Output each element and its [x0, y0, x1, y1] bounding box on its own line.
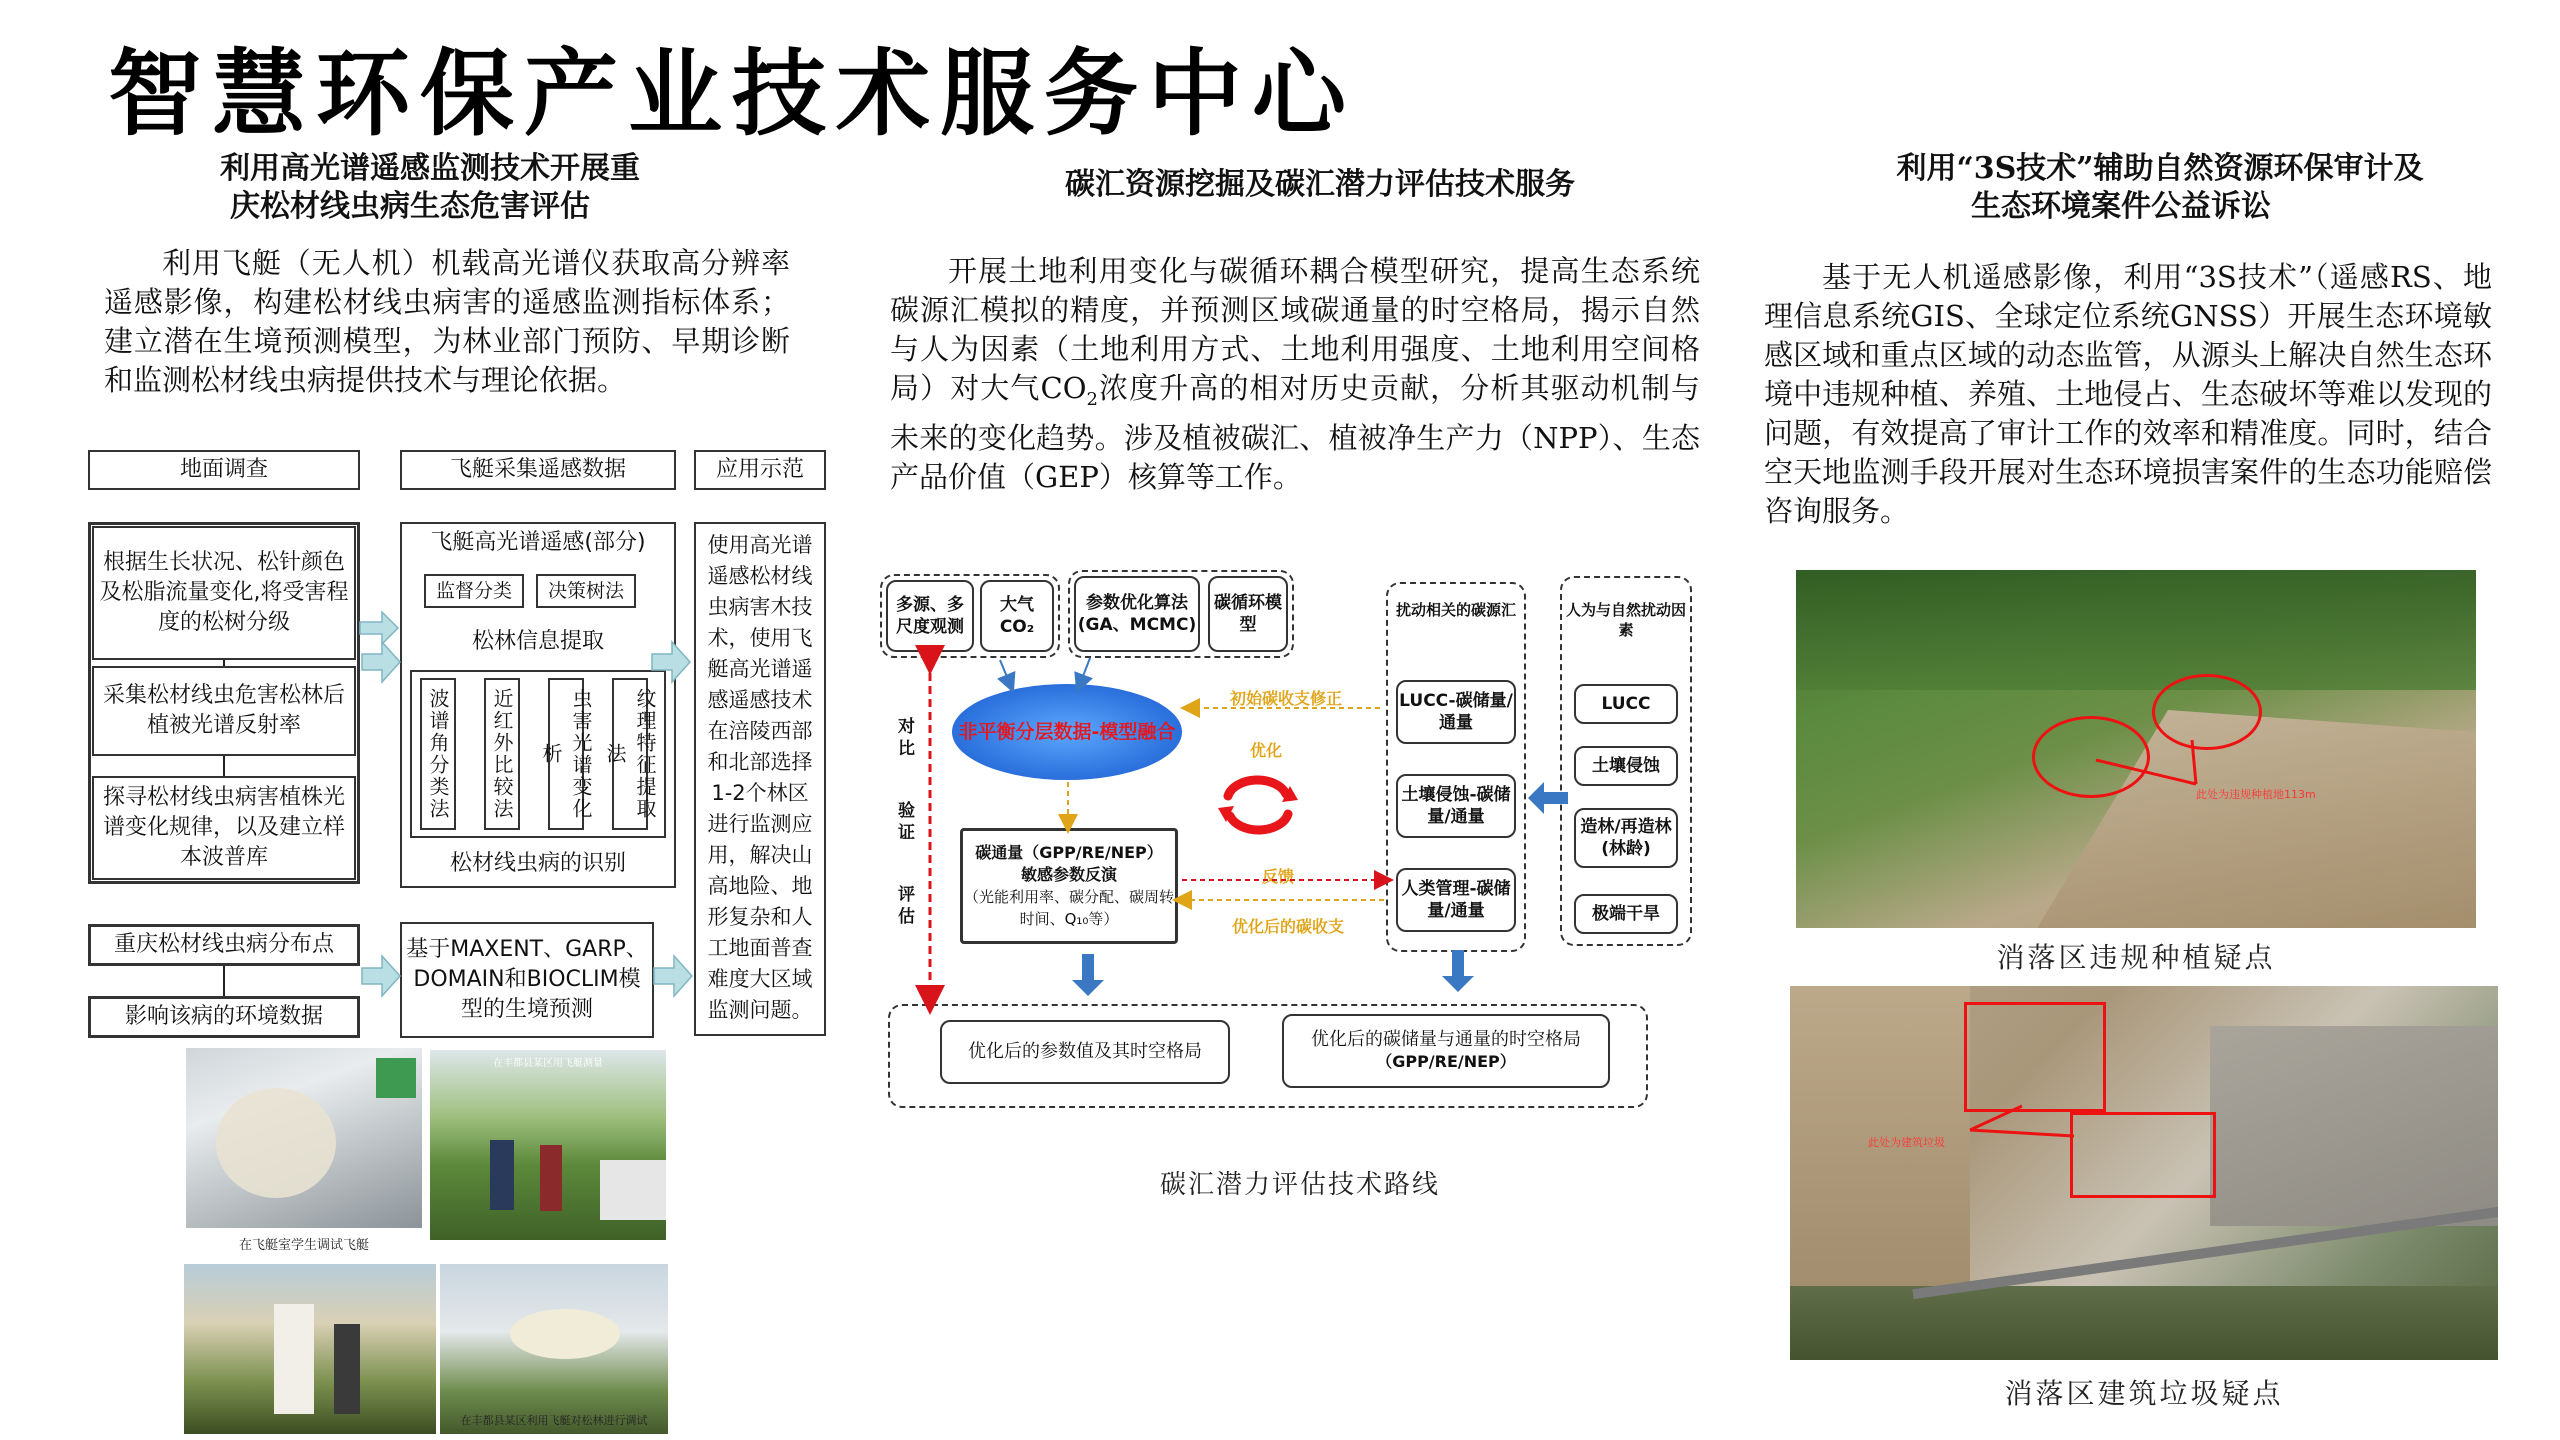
middle-paragraph-part1: 开展土地利用变化与碳循环耦合模型研究，提高生态系统碳源汇模拟的精度，并预测区域碳通量的时空格局，揭示自然与人为因素（土地利用方式、土地利用强度、土地利用空间格局）对大气CO	[890, 254, 1700, 405]
marker-lines	[1796, 570, 2476, 928]
left-paragraph: 利用飞艇（无人机）机载高光谱仪获取高分辨率遥感影像，构建松材线虫病害的遥感监测指标体系；建立潜在生境预测模型，为林业部门预防、早期诊断和监测松材线虫病提供技术与理论依据。	[104, 246, 790, 397]
side-char-5: 评	[898, 885, 915, 905]
method-texture: 纹理特征提取法	[612, 678, 648, 830]
header-ground-survey: 地面调查	[88, 450, 360, 490]
application-description: 使用高光谱遥感松材线虫病害木技术，使用飞艇高光谱遥感遥感技术在涪陵西部和北部选择1-2个林区进行监测应用，解决山高地险、地形复杂和人工地面普查难度大区域监测问题。	[694, 522, 826, 1036]
aerial-image-construction-waste	[1790, 986, 2498, 1360]
arrow-prediction-to-app	[654, 956, 692, 996]
photo-caption-flight: 在丰都县某区利用飞艇对松林进行调试	[460, 1414, 648, 1427]
input-co2-line1: 大气	[1000, 595, 1034, 615]
lucc-carbon: LUCC-碳储量/通量	[1396, 680, 1516, 744]
distribution-points: 重庆松材线虫病分布点	[88, 924, 360, 966]
right-heading-line1: 利用“3S技术”辅助自然资源环保审计及	[1896, 151, 2424, 186]
core-data-model-fusion: 非平衡分层数据-模型融合	[952, 684, 1182, 780]
human-management-carbon: 人类管理-碳储量/通量	[1396, 868, 1516, 932]
arrow-data-to-prediction	[362, 956, 400, 996]
side-char-1: 对	[898, 717, 915, 737]
survey-step-grading: 根据生长状况、松针颜色及松脂流量变化,将受害程度的松树分级	[92, 526, 356, 660]
flowchart-arrows	[0, 0, 860, 1060]
output-carbon-line1: 优化后的碳储量与通量的时空格局	[1311, 1029, 1581, 1050]
img1-overlay-label: 此处为违规种植地113m	[2196, 788, 2316, 801]
disturbance-title: 扰动相关的碳源汇	[1395, 601, 1516, 619]
flux-title: 碳通量（GPP/RE/NEP）	[975, 843, 1163, 862]
environment-data: 影响该病的环境数据	[88, 996, 360, 1038]
arrow-survey-to-airship	[362, 642, 400, 682]
method-nir-compare: 近红外比较法	[484, 678, 520, 830]
arrow-airship-to-app	[652, 642, 690, 682]
input-optimization-algorithm: 参数优化算法(GA、MCMC)	[1074, 576, 1200, 652]
middle-paragraph-part2: 浓度升高的相对历史贡献，分析其驱动机制与未来的变化趋势。涉及植被碳汇、植被净生产力（NPP）、生态产品价值（GEP）核算等工作。	[890, 371, 1700, 494]
survey-step-spectra: 采集松材线虫危害松林后植被光谱反射率	[92, 666, 356, 756]
photo-field-team	[430, 1050, 666, 1240]
right-section-heading	[1820, 150, 2500, 226]
label-feedback: 反馈	[1262, 867, 1295, 886]
diagram-caption: 碳汇潜力评估技术路线	[1159, 1170, 1440, 1200]
input-observation: 多源、多尺度观测	[886, 580, 974, 652]
caption-construction-waste: 消落区建筑垃圾疑点	[2004, 1377, 2284, 1410]
photo-caption-lab: 在飞艇室学生调试飞艇	[238, 1238, 369, 1253]
side-char-6: 估	[898, 907, 915, 927]
output-parameters: 优化后的参数值及其时空格局	[940, 1020, 1230, 1084]
caption-planting: 消落区违规种植疑点	[1996, 941, 2276, 974]
arrow-survey-to-extraction	[360, 612, 398, 644]
method-pest-spectra: 虫害光谱变化析	[548, 678, 584, 830]
left-heading-line2: 庆松材线虫病生态危害评估	[230, 189, 590, 224]
output-carbon-line2: （GPP/RE/NEP）	[1376, 1052, 1516, 1071]
right-heading-line2: 生态环境案件公益诉讼	[1971, 189, 2271, 224]
side-char-2: 比	[898, 739, 915, 759]
left-heading-line1: 利用高光谱遥感监测技术开展重	[220, 151, 640, 186]
pine-wilt-identification: 松材线虫病的识别	[404, 846, 672, 882]
input-carbon-model: 碳循环模型	[1208, 576, 1288, 652]
factor-afforestation: 造林/再造林(林龄)	[1574, 808, 1678, 868]
photo-launching	[184, 1264, 436, 1434]
soil-erosion-carbon: 土壤侵蚀-碳储量/通量	[1396, 774, 1516, 838]
photo-caption-field: 在丰都县某区用飞艇测量	[493, 1058, 603, 1069]
co2-subscript: 2	[1086, 388, 1098, 410]
page-title: 智慧环保产业技术服务中心	[108, 39, 1357, 149]
flux-detail: （光能利用率、碳分配、碳周转时间、Q₁₀等）	[963, 888, 1174, 928]
side-char-3: 验	[898, 801, 915, 821]
img2-overlay-label: 此处为建筑垃圾	[1868, 1136, 1945, 1149]
survey-step-library: 探寻松材线虫病害植株光谱变化规律，以及建立样本波普库	[92, 776, 356, 880]
middle-paragraph	[890, 252, 1700, 497]
factor-lucc: LUCC	[1574, 684, 1678, 724]
habitat-prediction: 基于MAXENT、GARP、DOMAIN和BIOCLIM模型的生境预测	[400, 922, 654, 1038]
aerial-image-planting	[1796, 570, 2476, 928]
label-optimize: 优化	[1250, 741, 1283, 760]
photo-airship-flight	[440, 1264, 668, 1434]
photo-lab-airship	[186, 1048, 422, 1228]
airship-hyperspectral: 飞艇高光谱遥感(部分)	[404, 526, 672, 560]
right-paragraph: 基于无人机遥感影像，利用“3S技术”（遥感RS、地理信息系统GIS、全球定位系统GNSS）开展生态环境敏感区域和重点区域的动态监管，从源头上解决自然生态环境中违规种植、养殖、土地侵占、生态破坏等难以发现的问题，有效提高了审计工作的效率和精准度。同时，结合空天地监测手段开展对生态环境损害案件的生态功能赔偿咨询服务。	[1764, 260, 2492, 528]
natural-factors-title: 人为与自然扰动因素	[1566, 601, 1687, 639]
middle-section-heading: 碳汇资源挖掘及碳汇潜力评估技术服务	[1065, 167, 1575, 202]
label-optimized-budget: 优化后的碳收支	[1232, 917, 1345, 936]
header-airship-data: 飞艇采集遥感数据	[400, 450, 676, 490]
header-application: 应用示范	[694, 450, 826, 490]
pine-info-extraction: 松林信息提取	[404, 624, 672, 660]
label-initial-correction: 初始碳收支修正	[1230, 689, 1343, 708]
marker-lines-2	[1790, 986, 2498, 1360]
method-spectral-angle: 波谱角分类法	[420, 678, 456, 830]
diagram-arrows	[860, 560, 1720, 1120]
input-co2-line2: CO₂	[999, 617, 1035, 637]
flux-subtitle: 敏感参数反演	[1020, 865, 1117, 884]
decision-tree: 决策树法	[536, 574, 636, 608]
supervised-classification: 监督分类	[424, 574, 524, 608]
factor-drought: 极端干旱	[1574, 894, 1678, 934]
factor-soil-erosion: 土壤侵蚀	[1574, 746, 1678, 786]
side-char-4: 证	[898, 823, 915, 843]
